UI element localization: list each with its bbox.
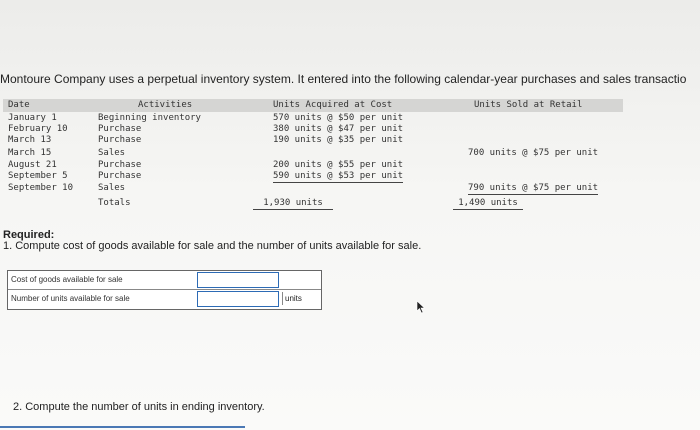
units-suffix: units — [282, 292, 321, 305]
row-activity: Purchase — [98, 171, 142, 181]
row-activity: Purchase — [98, 124, 142, 134]
row-date: August 21 — [8, 160, 57, 170]
question-2: 2. Compute the number of units in ending inventory. — [13, 401, 265, 413]
header-acquired: Units Acquired at Cost — [273, 100, 393, 110]
row-sold: 790 units @ $75 per unit — [468, 183, 599, 193]
answer-table — [7, 270, 322, 310]
bottom-accent-line — [0, 426, 245, 428]
answer-row-units — [8, 290, 321, 308]
row-acquired: 190 units @ $35 per unit — [273, 135, 404, 145]
row-activity: Sales — [98, 148, 126, 158]
header-date: Date — [8, 100, 30, 110]
row-activity: Sales — [98, 183, 126, 193]
row-activity: Purchase — [98, 160, 142, 170]
answer-row-cogs — [8, 271, 321, 290]
question-1: 1. Compute cost of goods available for sale and the number of units available for sale. — [3, 240, 422, 252]
totals-acquired: 1,930 units — [253, 198, 333, 210]
table-header — [3, 99, 623, 112]
row-date: March 13 — [8, 135, 52, 145]
units-available-input[interactable] — [197, 291, 279, 307]
header-activities: Activities — [138, 100, 193, 110]
row-sold: 700 units @ $75 per unit — [468, 148, 599, 158]
cogs-label: Cost of goods available for sale — [11, 275, 123, 284]
row-acquired: 380 units @ $47 per unit — [273, 124, 404, 134]
totals-sold: 1,490 units — [453, 198, 523, 210]
totals-label: Totals — [98, 198, 131, 208]
row-activity: Purchase — [98, 135, 142, 145]
row-date: February 10 — [8, 124, 68, 134]
units-available-label: Number of units available for sale — [11, 294, 130, 303]
row-date: September 10 — [8, 183, 74, 193]
cogs-input[interactable] — [197, 272, 279, 288]
row-date: March 15 — [8, 148, 52, 158]
arrow-cursor-icon — [416, 300, 426, 314]
row-activity: Beginning inventory — [98, 113, 201, 123]
problem-intro: Montoure Company uses a perpetual inventory system. It entered into the following calendar-year purchases and sales transactio — [0, 72, 687, 86]
row-acquired: 590 units @ $53 per unit — [273, 171, 404, 181]
required-heading: Required: — [3, 229, 55, 241]
row-date: January 1 — [8, 113, 57, 123]
row-date: September 5 — [8, 171, 68, 181]
row-acquired: 570 units @ $50 per unit — [273, 113, 404, 123]
header-sold: Units Sold at Retail — [474, 100, 583, 110]
row-acquired: 200 units @ $55 per unit — [273, 160, 404, 170]
